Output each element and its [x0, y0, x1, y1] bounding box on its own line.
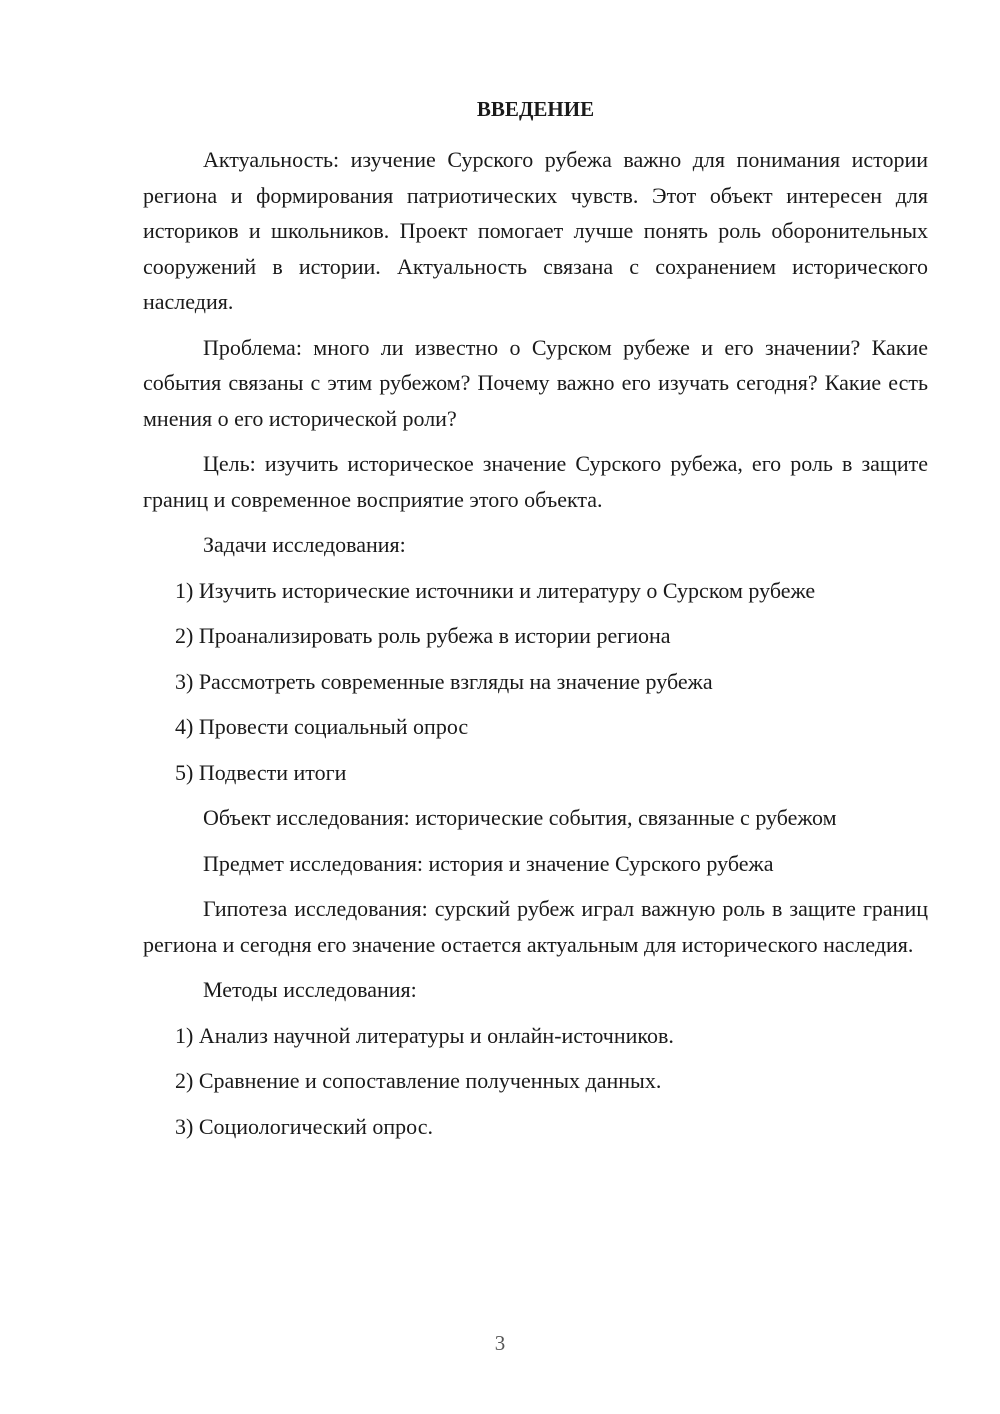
goal-paragraph: Цель: изучить историческое значение Сурского рубежа, его роль в защите границ и современное восприятие этого объекта. — [143, 451, 928, 512]
methods-list — [143, 1018, 928, 1145]
tasks-heading: Задачи исследования: — [203, 532, 406, 557]
task-item: 3) Рассмотреть современные взгляды на значение рубежа — [175, 668, 713, 694]
task-item: 4) Провести социальный опрос — [175, 714, 469, 739]
task-item: 2) Проанализировать роль рубежа в истории региона — [175, 623, 671, 648]
method-item: 2) Сравнение и сопоставление полученных данных. — [175, 1068, 662, 1093]
research-object: Объект исследования: исторические события, связанные с рубежом — [203, 805, 837, 830]
method-item: 3) Социологический опрос. — [175, 1113, 433, 1139]
task-item: 5) Подвести итоги — [175, 759, 347, 785]
research-subject: Предмет исследования: история и значение Сурского рубежа — [203, 850, 774, 876]
page-number: 3 — [494, 1331, 506, 1355]
problem-paragraph: Проблема: много ли известно о Сурском рубеже и его значении? Какие события связаны с этим рубежом? Почему важно его изучать сегодня? Какие есть мнения о его исторической роли? — [143, 334, 928, 431]
method-item: 1) Анализ научной литературы и онлайн-источников. — [175, 1022, 674, 1048]
methods-heading: Методы исследования: — [203, 977, 417, 1002]
document-body — [143, 92, 928, 1154]
tasks-list — [143, 573, 928, 791]
section-title: ВВЕДЕНИЕ — [476, 97, 595, 121]
task-item: 1) Изучить исторические источники и литературу о Сурском рубеже — [175, 577, 816, 603]
hypothesis-paragraph: Гипотеза исследования: сурский рубеж играл важную роль в защите границ региона и сегодня его значение остается актуальным для исторического наследия. — [143, 896, 928, 957]
relevance-paragraph: Актуальность: изучение Сурского рубежа важно для понимания истории региона и формирования патриотических чувств. Этот объект интересен для историков и школьников. Проект помогает лучше понять роль оборонительных сооружений в истории. Актуальность связана с сохранением исторического наследия. — [143, 147, 928, 314]
